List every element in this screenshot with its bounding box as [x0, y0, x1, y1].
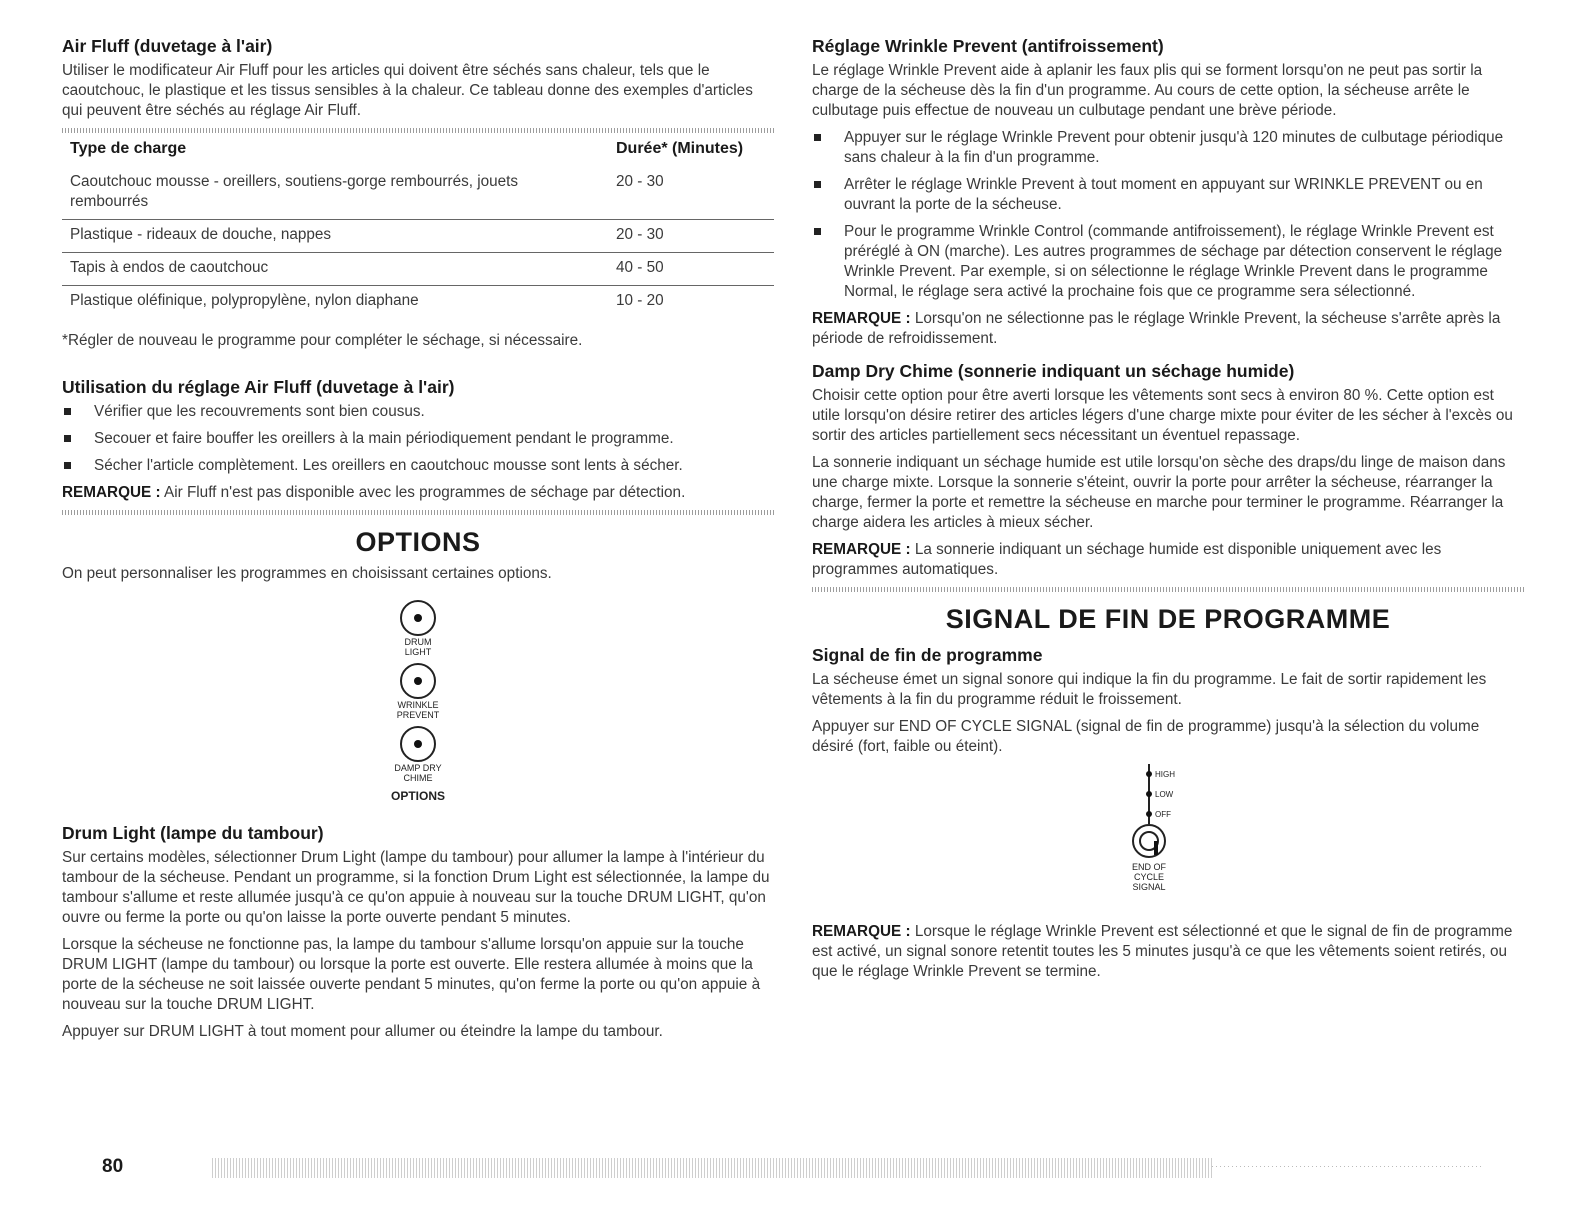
table-row — [62, 220, 774, 253]
level-dot-icon — [1146, 791, 1152, 797]
remark-text: Lorsqu'on ne sélectionne pas le réglage Wrinkle Prevent, la sécheuse s'arrête après la période de refroidissement. — [812, 310, 1501, 347]
table-row — [62, 286, 774, 321]
damp-dry-chime-button[interactable] — [400, 726, 436, 762]
section-separator — [812, 587, 1524, 592]
list-item: Pour le programme Wrinkle Control (commande antifroissement), le réglage Wrinkle Prevent est préréglé à ON (marche). Les autres programmes de séchage par détection conservent le réglage Wrinkle Prevent. Par exemple, si on sélectionne le réglage Wrinkle Prevent dans le programme Normal, le réglage sera activé la prochaine fois que ce programme sera sélectionné. — [812, 222, 1524, 302]
signal-p2: Appuyer sur END OF CYCLE SIGNAL (signal de fin de programme) jusqu'à la sélection du volume désiré (fort, faible ou éteint). — [812, 718, 1480, 755]
remark-label: REMARQUE : — [812, 541, 911, 558]
drum-light-p1: Sur certains modèles, sélectionner Drum Light (lampe du tambour) pour allumer la lampe à l'intérieur du tambour de la sécheuse. Pendant un programme, si la fonction Drum Light est sélectionnée, la lampe du tambour s'allume et reste allumée jusqu'à ce qu'on appuie à nouveau sur la touche DRUM LIGHT, qu'on ouvre ou ferme la porte ou qu'on laisse la porte ouverte pendant 5 minutes. — [62, 849, 770, 926]
level-high: HIGH — [1146, 770, 1175, 779]
table-top-separator — [62, 128, 774, 133]
list-item: Secouer et faire bouffer les oreillers à la main périodiquement pendant le programme. — [62, 429, 774, 449]
row-duration: 10 - 20 — [616, 292, 664, 309]
row-type: Tapis à endos de caoutchouc — [70, 259, 269, 276]
drum-light-title: Drum Light (lampe du tambour) — [62, 823, 324, 843]
wrinkle-prevent-label: WRINKLE PREVENT — [396, 700, 440, 720]
end-of-cycle-caption: END OF CYCLE SIGNAL — [1131, 862, 1166, 892]
wrinkle-intro: Le réglage Wrinkle Prevent aide à aplanir les faux plis qui se forment lorsqu'on ne peut pas sortir la charge de la sécheuse dès la fin d'un programme. Au cours de cette option, la sécheuse arrête le culbutage puis effectue de nouveau un culbutage pendant une brève période. — [812, 62, 1483, 119]
damp-dry-p1: Choisir cette option pour être averti lorsque les vêtements sont secs à environ 80 %. Cette option est utile lorsqu'on désire retirer des articles légers d'une charge mixte pour éviter de les sécher à l'excès ou sortir des articles partiellement secs nécessitant un éventuel repassage. — [812, 387, 1513, 444]
list-item: Appuyer sur le réglage Wrinkle Prevent pour obtenir jusqu'à 120 minutes de culbutage périodique sans chaleur à la fin d'un programme. — [812, 128, 1524, 168]
section-separator — [62, 510, 774, 515]
usage-title: Utilisation du réglage Air Fluff (duvetage à l'air) — [62, 377, 455, 397]
damp-dry-remark — [812, 540, 1524, 580]
wrinkle-prevent-button[interactable] — [400, 663, 436, 699]
page-footer — [62, 1152, 1492, 1178]
damp-dry-p2: La sonnerie indiquant un séchage humide est utile lorsqu'on sèche des draps/du linge de maison dans une charge mixte. Lorsque la sonnerie s'éteint, ouvrir la porte pour arrêter la sécheuse, réarranger la charge, fermer la porte et remettre la sécheuse en marche pour terminer le programme. Réarranger la charge aidera les articles à mieux sécher. — [812, 454, 1506, 531]
row-duration: 20 - 30 — [616, 173, 664, 190]
row-duration: 40 - 50 — [616, 259, 664, 276]
page-number: 80 — [102, 1156, 124, 1177]
remark-text: Air Fluff n'est pas disponible avec les programmes de séchage par détection. — [160, 484, 686, 501]
remark-text: La sonnerie indiquant un séchage humide est disponible uniquement avec les programmes automatiques. — [812, 541, 1442, 578]
air-fluff-intro: Utiliser le modificateur Air Fluff pour les articles qui doivent être séchés sans chaleur, tels que le caoutchouc, le plastique et les tissus sensibles à la chaleur. Ce tableau donne des exemples d'articles qui peuvent être séchés au réglage Air Fluff. — [62, 62, 753, 119]
air-fluff-title: Air Fluff (duvetage à l'air) — [62, 36, 273, 56]
drum-light-button[interactable] — [400, 600, 436, 636]
footer-dotted-line — [1212, 1166, 1482, 1167]
wrinkle-remark — [812, 309, 1524, 349]
drum-light-p2: Lorsque la sécheuse ne fonctionne pas, la lampe du tambour s'allume lorsqu'on appuie sur la touche DRUM LIGHT (lampe du tambour) ou lorsque la porte est ouverte. Elle restera allumée à moins que la porte de la sécheuse ne soit laissée ouverte pendant 5 minutes, qu'on ferme la porte ou qu'on appuie à nouveau sur la touche DRUM LIGHT. — [62, 936, 761, 1013]
damp-dry-chime-label: DAMP DRY CHIME — [394, 763, 442, 783]
table-row — [62, 165, 774, 220]
options-title: OPTIONS — [355, 527, 481, 557]
table-header-row — [62, 136, 774, 165]
remark-label: REMARQUE : — [62, 484, 161, 501]
footer-decor-bar — [212, 1158, 1212, 1178]
end-of-cycle-signal-button[interactable] — [1132, 824, 1166, 858]
level-dot-icon — [1146, 811, 1152, 817]
col-duration-header: Durée* (Minutes) — [616, 140, 744, 157]
list-item: Sécher l'article complètement. Les oreillers en caoutchouc mousse sont lents à sécher. — [62, 456, 774, 476]
list-item: Arrêter le réglage Wrinkle Prevent à tout moment en appuyant sur WRINKLE PREVENT ou en ouvrant la porte de la sécheuse. — [812, 175, 1524, 215]
level-low: LOW — [1146, 790, 1173, 799]
remark-label: REMARQUE : — [812, 310, 911, 327]
left-column — [62, 36, 774, 1049]
row-type: Plastique oléfinique, polypropylène, nylon diaphane — [70, 292, 419, 309]
remark-text: Lorsque le réglage Wrinkle Prevent est sélectionné et que le signal de fin de programme est activé, un signal sonore retentit toutes les 5 minutes jusqu'à ce que les vêtements soient retirés, ou que le réglage Wrinkle Prevent se termine. — [812, 923, 1513, 980]
col-type-header: Type de charge — [70, 140, 187, 157]
level-off: OFF — [1146, 810, 1171, 819]
speaker-icon — [1139, 831, 1159, 851]
drum-light-p3: Appuyer sur DRUM LIGHT à tout moment pour allumer ou éteindre la lampe du tambour. — [62, 1023, 663, 1040]
wrinkle-title: Réglage Wrinkle Prevent (antifroissement) — [812, 36, 1164, 56]
usage-bullets — [62, 402, 774, 476]
list-item: Vérifier que les recouvrements sont bien cousus. — [62, 402, 774, 422]
signal-big-title: SIGNAL DE FIN DE PROGRAMME — [945, 604, 1391, 634]
options-panel — [62, 600, 774, 803]
damp-dry-title: Damp Dry Chime (sonnerie indiquant un séchage humide) — [812, 361, 1295, 381]
signal-p1: La sécheuse émet un signal sonore qui indique la fin du programme. Le fait de sortir rapidement les vêtements à la fin du programme réduit le froissement. — [812, 671, 1487, 708]
level-dot-icon — [1146, 771, 1152, 777]
options-caption: OPTIONS — [390, 789, 445, 803]
remark-label: REMARQUE : — [812, 923, 911, 940]
drum-light-label: DRUM LIGHT — [404, 637, 432, 657]
air-fluff-table — [62, 136, 774, 323]
table-footnote: *Régler de nouveau le programme pour compléter le séchage, si nécessaire. — [62, 332, 583, 349]
signal-title: Signal de fin de programme — [812, 645, 1043, 665]
row-type: Plastique - rideaux de douche, nappes — [70, 226, 332, 243]
right-column — [812, 36, 1524, 989]
signal-remark — [812, 922, 1524, 982]
row-duration: 20 - 30 — [616, 226, 664, 243]
options-intro: On peut personnaliser les programmes en choisissant certaines options. — [62, 565, 552, 582]
end-of-cycle-control — [1118, 764, 1218, 904]
wrinkle-bullets — [812, 128, 1524, 302]
table-row — [62, 253, 774, 286]
row-type: Caoutchouc mousse - oreillers, soutiens-gorge rembourrés, jouets rembourrés — [70, 173, 519, 210]
usage-remark — [62, 483, 774, 503]
